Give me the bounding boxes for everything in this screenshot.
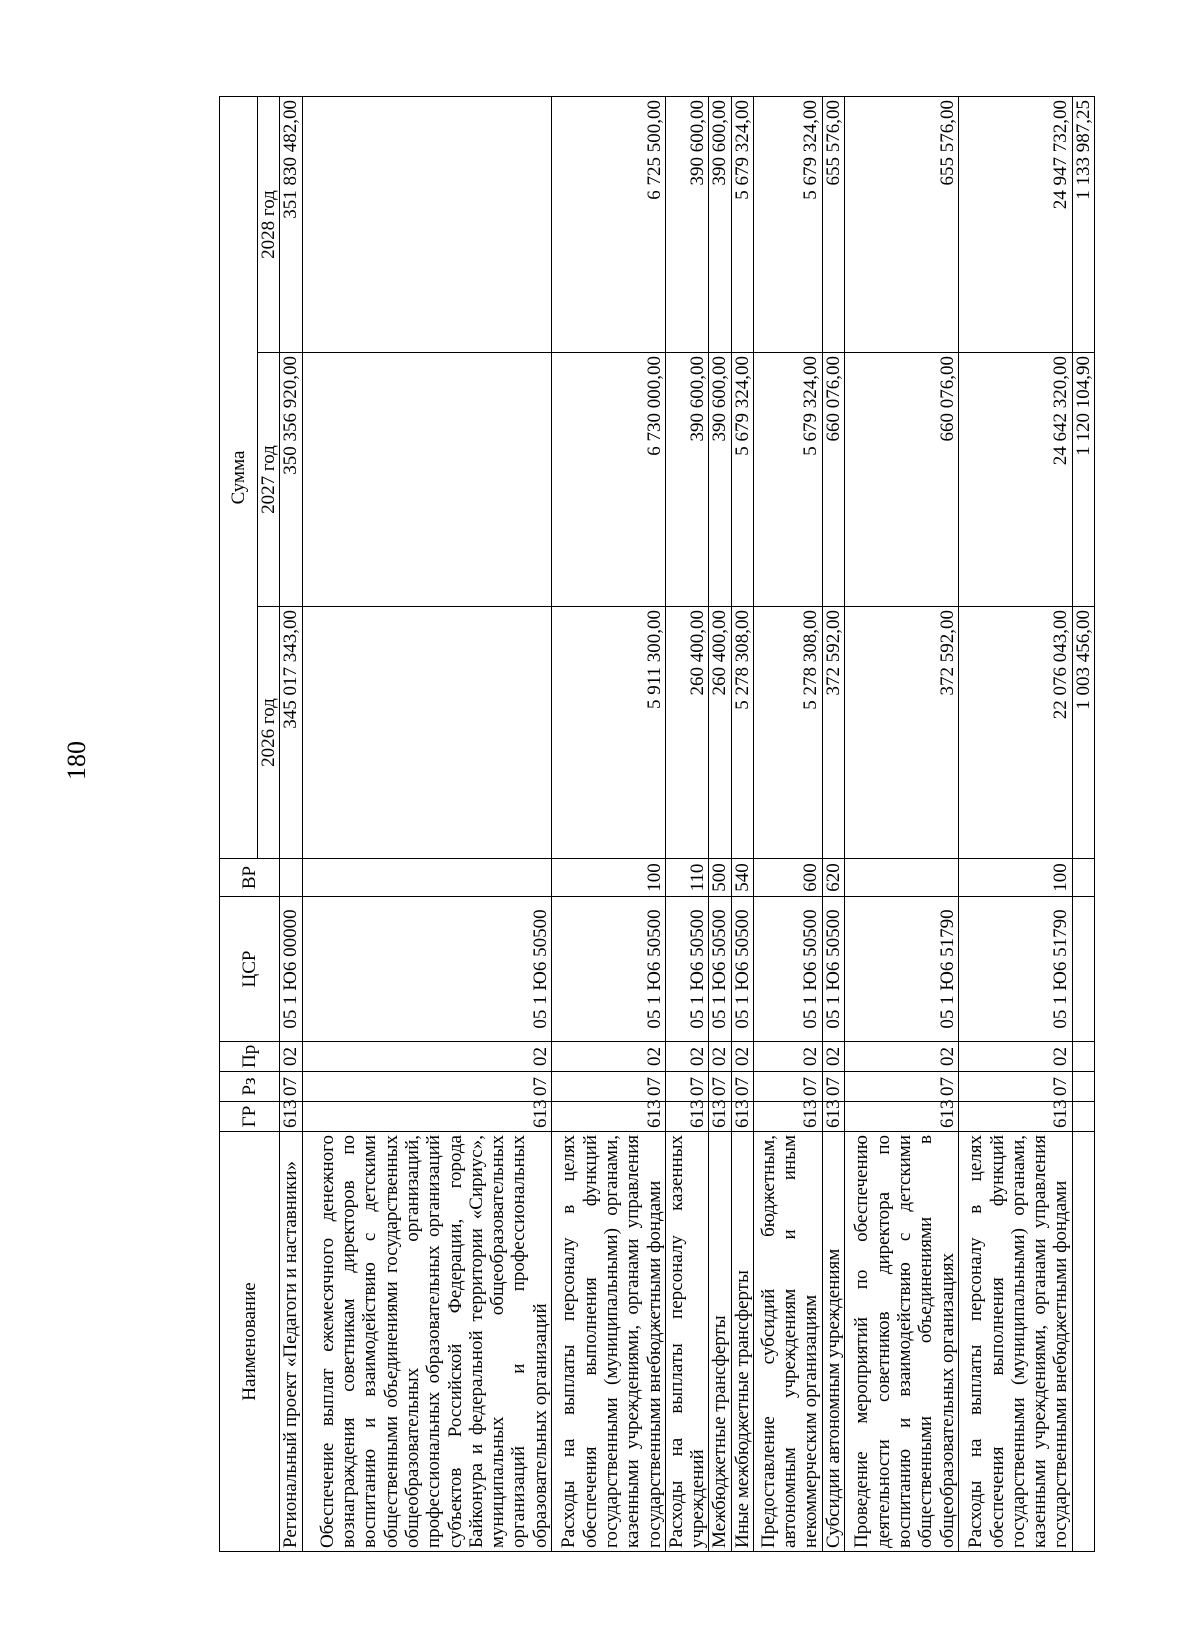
row-name: Обеспечение выплат ежемесячного денежного вознаграждения советникам директоров по воспитанию и взаимодействию с детскими общественными объединениями государственных общеобразовательных организаций, профессиональных образовательных организаций субъектов Российской Федерации, города Байконура и федеральной территории «Сириус», муниципальных общеобразовательных организаций и профессиональных образовательных организаций [302,1132,551,1552]
row-gr: 613 [844,1102,958,1132]
row-sum-2027: 5 679 324,00 [753,353,822,607]
header-vr: ВР [220,859,280,897]
row-csr: 05 1 Ю6 00000 [280,897,302,1042]
row-rz: 07 [731,1072,753,1102]
row-vr: 620 [822,859,844,897]
row-sum-2026: 260 400,00 [709,607,731,859]
row-name: Межбюджетные трансферты [709,1132,731,1552]
table-row [822,96,844,1551]
header-name: Наименование [220,1132,280,1552]
row-name: Региональный проект «Педагоги и наставники» [280,1132,302,1552]
row-sum-2026: 5 911 300,00 [551,607,665,859]
row-pr [1072,1042,1094,1072]
row-sum-2027: 390 600,00 [665,353,709,607]
row-pr: 02 [280,1042,302,1072]
row-sum-2028 [302,96,551,352]
header-2028: 2028 год [258,96,280,352]
row-pr: 02 [302,1042,551,1072]
row-vr [844,859,958,897]
table-header-row [220,96,258,1551]
table-row [1072,96,1094,1551]
header-pr: Пр [220,1042,280,1072]
row-name: Расходы на выплаты персоналу в целях обеспечения выполнения функций государственными (муниципальными) органами, казенными учреждениями, органами управления государственными внебюджетными фондами [551,1132,665,1552]
row-gr: 613 [753,1102,822,1132]
row-gr: 613 [665,1102,709,1132]
row-sum-2028: 655 576,00 [844,96,958,352]
header-rz: Рз [220,1072,280,1102]
row-gr: 613 [822,1102,844,1132]
row-rz: 07 [302,1072,551,1102]
row-pr: 02 [958,1042,1072,1072]
row-sum-2026: 5 278 308,00 [731,607,753,859]
header-gr: ГР [220,1102,280,1132]
row-sum-2026: 345 017 343,00 [280,607,302,859]
row-rz: 07 [665,1072,709,1102]
row-vr: 500 [709,859,731,897]
row-sum-2027: 660 076,00 [844,353,958,607]
row-rz: 07 [551,1072,665,1102]
row-csr: 05 1 Ю6 50500 [551,897,665,1042]
row-vr: 100 [958,859,1072,897]
row-csr: 05 1 Ю6 50500 [731,897,753,1042]
row-rz: 07 [822,1072,844,1102]
row-csr: 05 1 Ю6 51790 [844,897,958,1042]
row-csr: 05 1 Ю6 50500 [709,897,731,1042]
row-sum-2026: 260 400,00 [665,607,709,859]
row-sum-2028: 390 600,00 [709,96,731,352]
table-row [958,96,1072,1551]
table-row [844,96,958,1551]
row-sum-2028: 5 679 324,00 [753,96,822,352]
table-row [280,96,302,1551]
row-sum-2026 [302,607,551,859]
header-2026: 2026 год [258,607,280,859]
table-row [753,96,822,1551]
row-sum-2027: 1 120 104,90 [1072,353,1094,607]
row-name [1072,1132,1094,1552]
row-name: Проведение мероприятий по обеспечению деятельности советников директора по воспитанию и взаимодействию с детскими общественными объединениями в общеобразовательных организациях [844,1132,958,1552]
row-sum-2026: 372 592,00 [844,607,958,859]
row-name: Субсидии автономным учреждениям [822,1132,844,1552]
row-sum-2027: 24 642 320,00 [958,353,1072,607]
row-sum-2028: 1 133 987,25 [1072,96,1094,352]
row-sum-2026: 5 278 308,00 [753,607,822,859]
row-rz: 07 [753,1072,822,1102]
row-pr: 02 [665,1042,709,1072]
row-csr: 05 1 Ю6 50500 [302,897,551,1042]
row-vr [1072,859,1094,897]
row-sum-2027: 390 600,00 [709,353,731,607]
row-sum-2027: 660 076,00 [822,353,844,607]
row-csr: 05 1 Ю6 50500 [665,897,709,1042]
table-row [709,96,731,1551]
table-row [551,96,665,1551]
row-vr: 600 [753,859,822,897]
row-pr: 02 [731,1042,753,1072]
row-sum-2026: 372 592,00 [822,607,844,859]
row-gr [1072,1102,1094,1132]
row-vr [302,859,551,897]
row-csr [1072,897,1094,1042]
row-vr: 100 [551,859,665,897]
row-gr: 613 [958,1102,1072,1132]
header-csr: ЦСР [220,897,280,1042]
row-pr: 02 [551,1042,665,1072]
row-gr: 613 [709,1102,731,1132]
page-number: 180 [62,741,91,780]
row-vr: 540 [731,859,753,897]
header-sum: Сумма [220,96,258,858]
row-gr: 613 [302,1102,551,1132]
row-vr [280,859,302,897]
budget-table [219,96,1095,1552]
row-sum-2027: 5 679 324,00 [731,353,753,607]
row-name: Расходы на выплаты персоналу в целях обеспечения выполнения функций государственными (муниципальными) органами, казенными учреждениями, органами управления государственными внебюджетными фондами [958,1132,1072,1552]
row-sum-2028: 351 830 482,00 [280,96,302,352]
row-gr: 613 [731,1102,753,1132]
row-pr: 02 [753,1042,822,1072]
row-sum-2028: 5 679 324,00 [731,96,753,352]
row-sum-2028: 655 576,00 [822,96,844,352]
header-2027: 2027 год [258,353,280,607]
row-rz: 07 [709,1072,731,1102]
row-rz: 07 [844,1072,958,1102]
row-pr: 02 [822,1042,844,1072]
row-vr: 110 [665,859,709,897]
row-csr: 05 1 Ю6 50500 [822,897,844,1042]
row-sum-2026: 22 076 043,00 [958,607,1072,859]
table-row [665,96,709,1551]
row-name: Расходы на выплаты персоналу казенных учреждений [665,1132,709,1552]
row-sum-2028: 6 725 500,00 [551,96,665,352]
row-rz [1072,1072,1094,1102]
row-sum-2027 [302,353,551,607]
row-gr: 613 [280,1102,302,1132]
row-sum-2028: 390 600,00 [665,96,709,352]
row-sum-2027: 6 730 000,00 [551,353,665,607]
table-row [731,96,753,1551]
row-csr: 05 1 Ю6 50500 [753,897,822,1042]
row-pr: 02 [844,1042,958,1072]
row-name: Предоставление субсидий бюджетным, автономным учреждениям и иным некоммерческим организациям [753,1132,822,1552]
row-rz: 07 [280,1072,302,1102]
row-rz: 07 [958,1072,1072,1102]
row-pr: 02 [709,1042,731,1072]
row-sum-2026: 1 003 456,00 [1072,607,1094,859]
row-csr: 05 1 Ю6 51790 [958,897,1072,1042]
row-sum-2027: 350 356 920,00 [280,353,302,607]
row-name: Иные межбюджетные трансферты [731,1132,753,1552]
table-row [302,96,551,1551]
row-gr: 613 [551,1102,665,1132]
row-sum-2028: 24 947 732,00 [958,96,1072,352]
rotated-page-content [219,97,1095,1552]
